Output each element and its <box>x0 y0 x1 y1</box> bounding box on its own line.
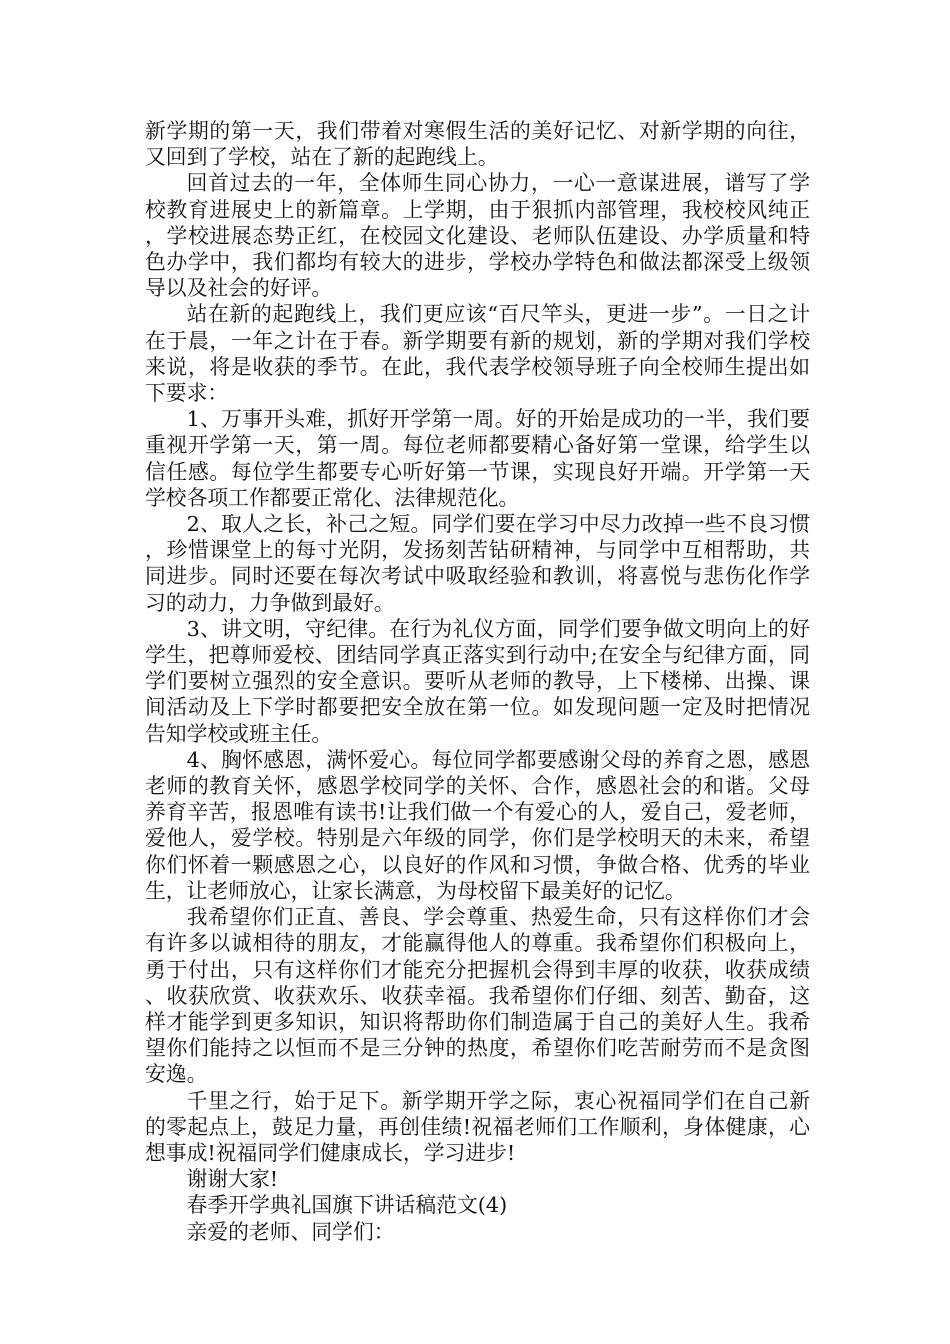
paragraph-requirement-1: 1、万事开头难，抓好开学第一周。好的开始是成功的一半，我们要重视开学第一天，第一周。每位老师都要精心备好第一堂课，给学生以信任感。每位学生都要专心听好第一节课，实现良好开端。开学第一天学校各项工作都要正常化、法律规范化。 <box>145 407 810 510</box>
paragraph-new-start: 站在新的起跑线上，我们更应该“百尺竿头，更进一步”。一日之计在于晨，一年之计在于春。新学期要有新的规划，新的学期对我们学校来说，将是收获的季节。在此，我代表学校领导班子向全校师生提出如下要求： <box>145 302 810 406</box>
paragraph-requirement-3: 3、讲文明，守纪律。在行为礼仪方面，同学们要争做文明向上的好学生，把尊师爱校、团结同学真正落实到行动中;在安全与纪律方面，同学们要树立强烈的安全意识。要听从老师的教导，上下楼梯、出操、课间活动及上下学时都要把安全放在第一位。如发现问题一定及时把情况告知学校或班主任。 <box>145 616 810 746</box>
paragraph-requirement-2: 2、取人之长，补己之短。同学们要在学习中尽力改掉一些不良习惯，珍惜课堂上的每寸光阴，发扬刻苦钻研精神，与同学中互相帮助，共同进步。同时还要在每次考试中吸取经验和教训，将喜悦与悲伤化作学习的动力，力争做到最好。 <box>145 512 810 615</box>
paragraph-intro: 新学期的第一天，我们带着对寒假生活的美好记忆、对新学期的向往，又回到了学校，站在了新的起跑线上。 <box>145 119 810 170</box>
paragraph-thanks: 谢谢大家! <box>186 1167 279 1192</box>
document-body <box>145 118 810 1245</box>
paragraph-review: 回首过去的一年，全体师生同心协力，一心一意谋进展，谱写了学校教育进展史上的新篇章。上学期，由于狠抓内部管理，我校校风纯正，学校进展态势正红，在校园文化建设、老师队伍建设、办学质量和特色办学中，我们都均有较大的进步，学校办学特色和做法都深受上级领导以及社会的好评。 <box>145 171 810 301</box>
section-title: 春季开学典礼国旗下讲话稿范文(4) <box>186 1193 508 1218</box>
salutation: 亲爱的老师、同学们： <box>186 1219 395 1244</box>
paragraph-blessings: 千里之行，始于足下。新学期开学之际，衷心祝福同学们在自己新的零起点上，鼓足力量，再创佳绩!祝福老师们工作顺利，身体健康，心想事成!祝福同学们健康成长，学习进步! <box>145 1088 810 1165</box>
paragraph-hopes: 我希望你们正直、善良、学会尊重、热爱生命，只有这样你们才会有许多以诚相待的朋友，才能赢得他人的尊重。我希望你们积极向上，勇于付出，只有这样你们才能充分把握机会得到丰厚的收获，收获成绩、收获欣赏、收获欢乐、收获幸福。我希望你们仔细、刻苦、勤奋，这样才能学到更多知识，知识将帮助你们制造属于自己的美好人生。我希望你们能持之以恒而不是三分钟的热度，希望你们吃苦耐劳而不是贪图安逸。 <box>145 905 810 1087</box>
paragraph-requirement-4: 4、胸怀感恩，满怀爱心。每位同学都要感谢父母的养育之恩，感恩老师的教育关怀，感恩学校同学的关怀、合作，感恩社会的和谐。父母养育辛苦，报恩唯有读书!让我们做一个有爱心的人，爱自己，爱老师，爱他人，爱学校。特别是六年级的同学，你们是学校明天的未来，希望你们怀着一颗感恩之心，以良好的作风和习惯，争做合格、优秀的毕业生，让老师放心，让家长满意，为母校留下最美好的记忆。 <box>145 747 810 903</box>
